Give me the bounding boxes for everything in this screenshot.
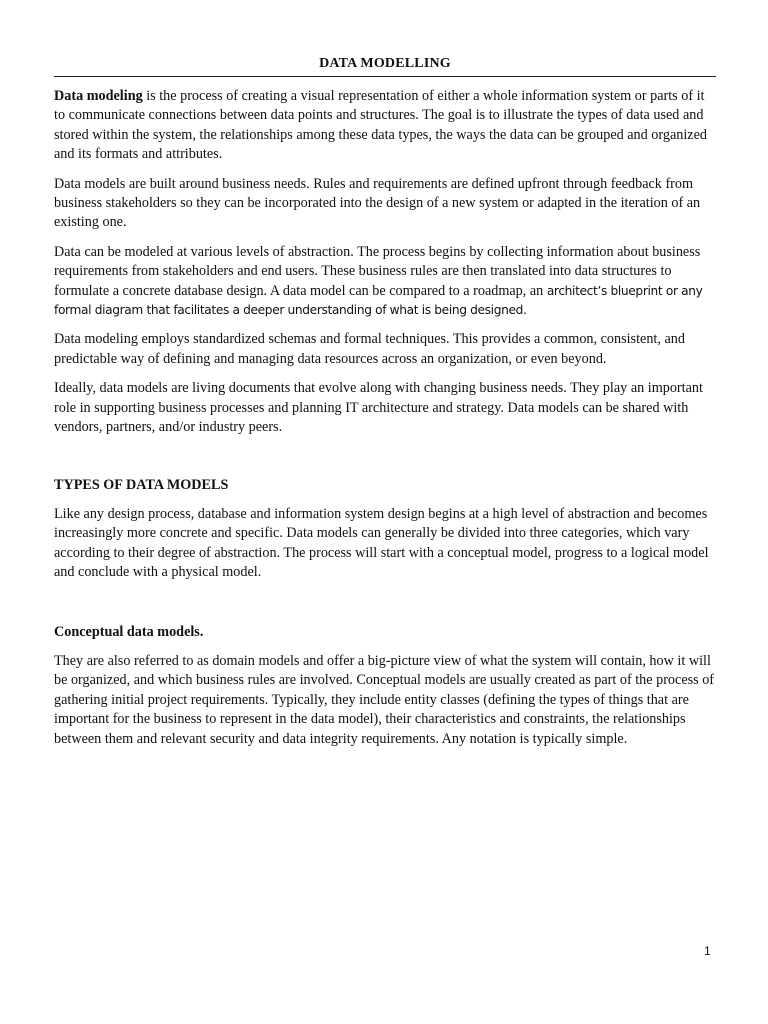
paragraph-types: Like any design process, database and information system design begins at a high level of abstraction and becomes increasingly more concrete and specific. Data models can generally be divided into three categories, which vary according to their degree of abstraction. The process will start with a conceptual model, progress to a logical model and conclude with a physical model. xyxy=(54,505,709,581)
document-body xyxy=(54,87,716,759)
page-number: 1 xyxy=(704,944,711,958)
paragraph-intro xyxy=(54,87,716,165)
paragraph-business-needs: Data models are built around business needs. Rules and requirements are defined upfront through feedback from business stakeholders so they can be incorporated into the design of a new system or adapted in the iteration of an existing one. xyxy=(54,175,701,231)
section-spacer xyxy=(54,593,716,623)
paragraph-conceptual: They are also referred to as domain models and offer a big-picture view of what the system will contain, how it will be organized, and which business rules are involved. Conceptual models are usually created as part of the process of gathering initial project requirements. Typically, they include entity classes (defining the types of things that are important for the business to represent in the data model), their characteristics and constraints, the relationships between them and relevant security and data integrity requirements. Any notation is typically simple. xyxy=(54,652,715,747)
paragraph-abstraction-levels xyxy=(54,243,716,321)
paragraph-abstraction-text: Data can be modeled at various levels of abstraction. The process begins by collecting information about business requirements from stakeholders and end users. These business rules are then translated into data structures to formulate a concrete database design. A data model can be compared to a roadmap, an xyxy=(54,243,701,299)
paragraph-intro-text: is the process of creating a visual representation of either a whole information system or parts of it to communicate connections between data points and structures. The goal is to illustrate the types of data used and stored within the system, the relationships among these data types, the ways the data can be grouped and organized and its formats and attributes. xyxy=(54,88,707,163)
title-underline-divider xyxy=(54,76,716,77)
paragraph-standardized-schemas: Data modeling employs standardized schemas and formal techniques. This provides a common, consistent, and predictable way of defining and managing data resources across an organization, or even beyond. xyxy=(54,331,685,367)
term-data-modeling: Data modeling xyxy=(54,88,143,104)
section-heading-types: TYPES OF DATA MODELS xyxy=(54,476,229,493)
document-title: DATA MODELLING xyxy=(319,56,451,71)
paragraph-living-documents: Ideally, data models are living documents that evolve along with changing business needs. They play an important role in supporting business processes and planning IT architecture and strategy. Data models can be shared with vendors, partners, and/or industry peers. xyxy=(54,380,703,436)
paragraph-abstraction-tail: architect’s blueprint or any formal diagram that facilitates a deeper understanding of what is being designed. xyxy=(54,283,703,318)
section-heading-conceptual: Conceptual data models. xyxy=(54,623,204,640)
section-spacer xyxy=(54,448,716,476)
